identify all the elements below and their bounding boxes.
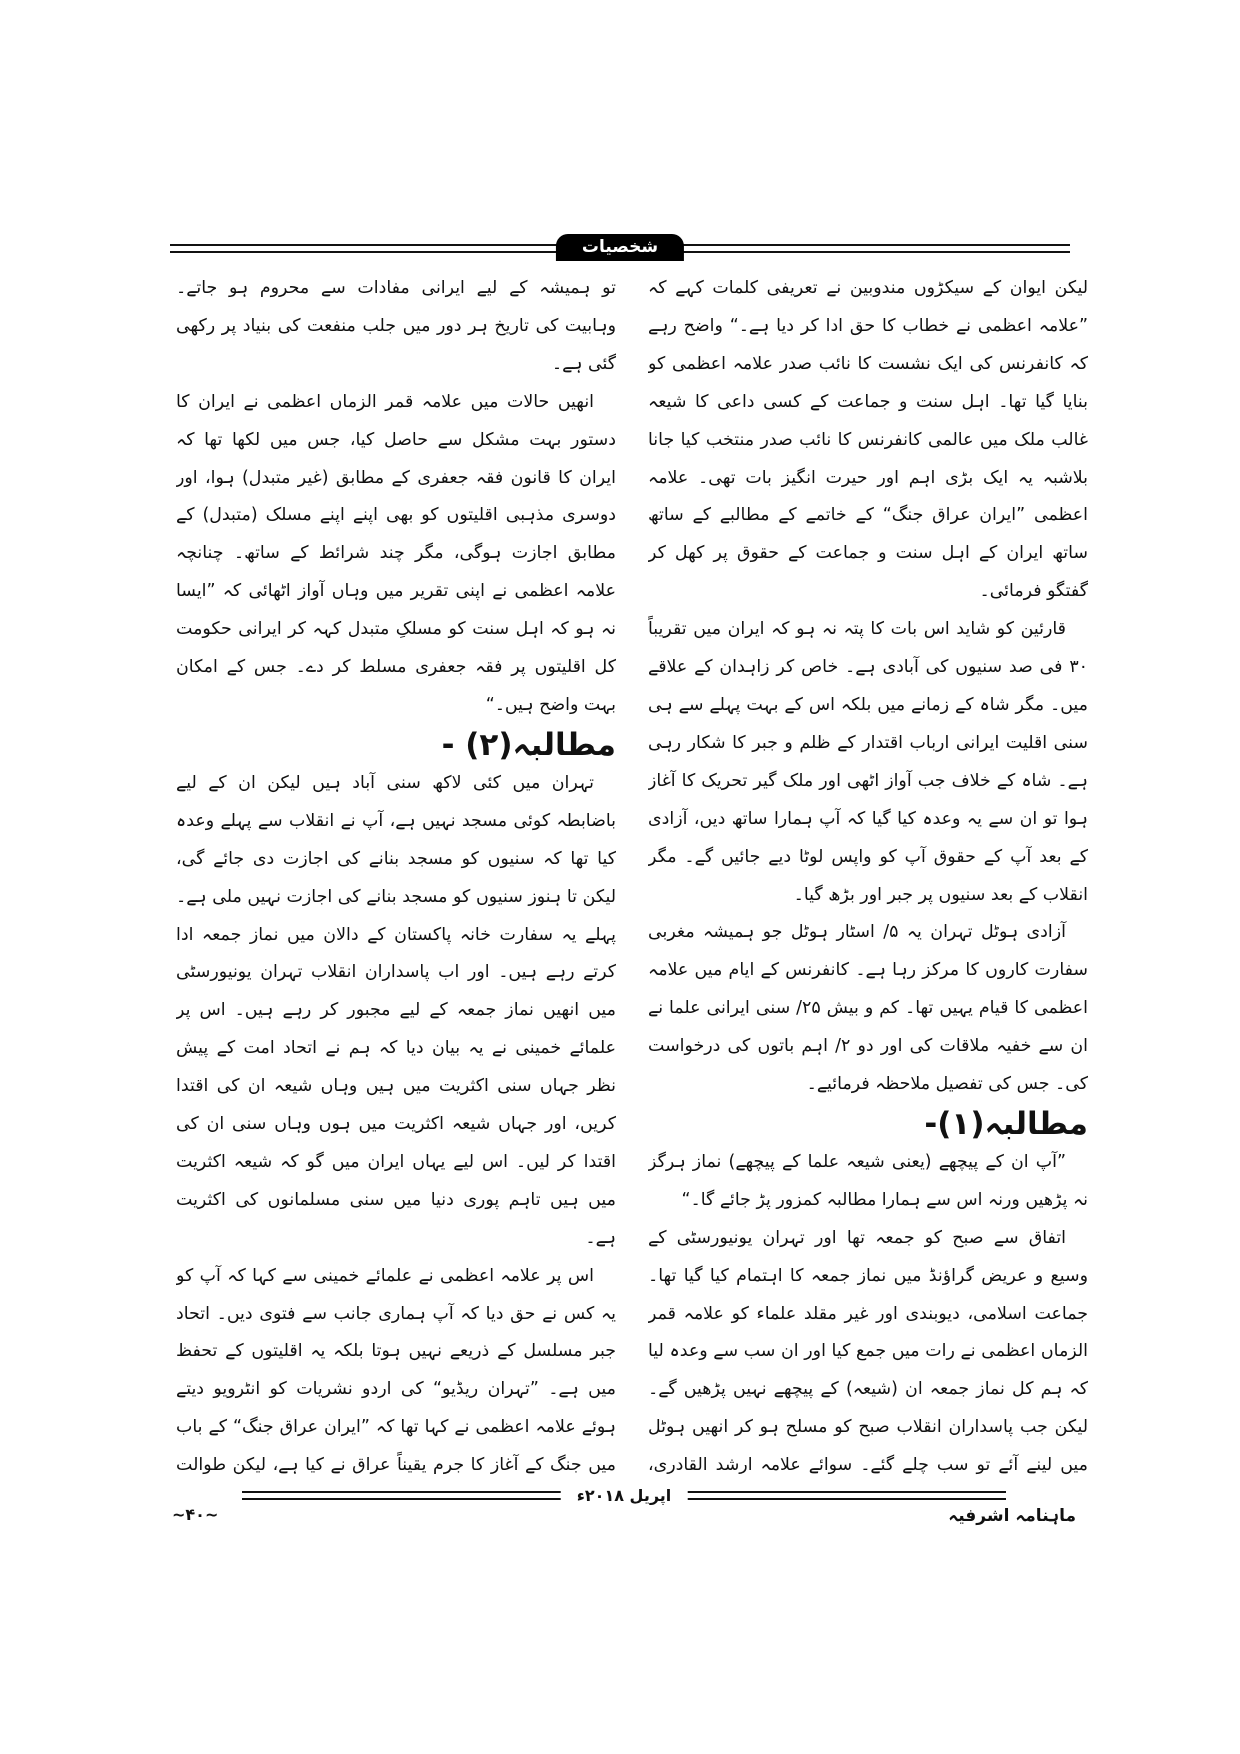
paragraph: آزادی ہوٹل تہران یہ ۵/ اسٹار ہوٹل جو ہمیشہ مغربی سفارت کاروں کا مرکز رہا ہے۔ کانفرنس کے ایام میں علامہ اعظمی کا قیام یہیں تھا۔ کم و بیش ۲۵/ سنی ایرانی علما نے ان سے خفیہ ملاقات کی اور دو ۲/ اہم باتوں کی درخواست کی۔ جس کی تفصیل ملاحظہ فرمائیے۔ bbox=[648, 922, 1088, 1095]
paragraph: ”آپ ان کے پیچھے (یعنی شیعہ علما کے پیچھے) نماز ہرگز نہ پڑھیں ورنہ اس سے ہمارا مطالبہ کمزور پڑ جائے گا۔“ bbox=[648, 1151, 1088, 1210]
page-number: ~۴۰~ bbox=[172, 1505, 219, 1524]
section-heading: مطالبہ(۲) - bbox=[441, 726, 616, 763]
paragraph: تو ہمیشہ کے لیے ایرانی مفادات سے محروم ہو جاتے۔ وہابیت کی تاریخ ہر دور میں جلب منفعت کی بنیاد پر رکھی گئی ہے۔ bbox=[176, 278, 616, 374]
section-title: شخصیات bbox=[556, 234, 684, 261]
paragraph: انھیں حالات میں علامہ قمر الزماں اعظمی نے ایران کا دستور بہت مشکل سے حاصل کیا، جس میں لکھا تھا کہ ایران کا قانون فقہ جعفری کے مطابق (غیر متبدل) ہوا، اور دوسری مذہبی اقلیتوں کو بھی اپنے اپنے مسلک (متبدل) کے مطابق اجازت ہوگی، مگر چند شرائط کے ساتھ۔ چنانچہ علامہ اعظمی نے اپنی تقریر میں وہاں آواز اٹھائی کہ ”ایسا نہ ہو کہ اہل سنت کو مسلکِ متبدل کہہ کر ایرانی حکومت کل اقلیتوں پر فقہ جعفری مسلط کر دے۔ جس کے امکان بہت واضح ہیں۔“ bbox=[176, 391, 616, 715]
section-heading: مطالبہ(۱)- bbox=[924, 1105, 1088, 1142]
page-header bbox=[170, 234, 1070, 264]
magazine-name: ماہنامہ اشرفیہ bbox=[948, 1506, 1076, 1526]
page-footer bbox=[172, 1487, 1076, 1537]
left-column bbox=[176, 270, 616, 1480]
paragraph: لیکن ایوان کے سیکڑوں مندوبین نے تعریفی کلمات کہے کہ ”علامہ اعظمی نے خطاب کا حق ادا کر دیا ہے۔“ واضح رہے کہ کانفرنس کی ایک نشست کا نائب صدر علامہ اعظمی کو بنایا گیا تھا۔ اہل سنت و جماعت کے کسی داعی کا شیعہ غالب ملک میں عالمی کانفرنس کا نائب صدر منتخب کیا جانا بلاشبہ یہ ایک بڑی اہم اور حیرت انگیز بات تھی۔ علامہ اعظمی ”ایران عراق جنگ“ کے خاتمے کے مطالبے کے ساتھ ساتھ ایران کے اہل سنت و جماعت کے حقوق پر کھل کر گفتگو فرمائی۔ bbox=[648, 278, 1088, 602]
paragraph: قارئین کو شاید اس بات کا پتہ نہ ہو کہ ایران میں تقریباً ۳۰ فی صد سنیوں کی آبادی ہے۔ خاص کر زاہدان کے علاقے میں۔ مگر شاہ کے زمانے میں بلکہ اس کے بہت پہلے سے ہی سنی اقلیت ایرانی ارباب اقتدار کے ظلم و جبر کا شکار رہی ہے۔ شاہ کے خلاف جب آواز اٹھی اور ملک گیر تحریک کا آغاز ہوا تو ان سے یہ وعدہ کیا گیا کہ آپ ہمارا ساتھ دیں، آزادی کے بعد آپ کے حقوق آپ کو واپس لوٹا دیے جائیں گے۔ مگر انقلاب کے بعد سنیوں پر جبر اور بڑھ گیا۔ bbox=[648, 619, 1088, 905]
paragraph: اس پر علامہ اعظمی نے علمائے خمینی سے کہا کہ آپ کو یہ کس نے حق دیا کہ آپ ہماری جانب سے فتوی دیں۔ اتحاد جبر مسلسل کے ذریعے نہیں ہوتا بلکہ یہ اقلیتوں کے تحفظ میں ہے۔ ”تہران ریڈیو“ کی اردو نشریات کو انٹرویو دیتے ہوئے علامہ اعظمی نے کہا تھا کہ ”ایران عراق جنگ“ کے باب میں جنگ کے آغاز کا جرم یقیناً عراق نے کیا ہے، لیکن طوالت bbox=[176, 1265, 616, 1476]
paragraph: تہران میں کئی لاکھ سنی آباد ہیں لیکن ان کے لیے باضابطہ کوئی مسجد نہیں ہے، آپ نے انقلاب سے پہلے وعدہ کیا تھا کہ سنیوں کو مسجد بنانے کی اجازت دی جائے گی، لیکن تا ہنوز سنیوں کو مسجد بنانے کی اجازت نہیں ملی ہے۔ پہلے یہ سفارت خانہ پاکستان کے دالان میں نماز جمعہ ادا کرتے رہے ہیں۔ اور اب پاسداران انقلاب تہران یونیورسٹی میں انھیں نماز جمعہ کے لیے مجبور کر رہے ہیں۔ اس پر علمائے خمینی نے یہ بیان دیا کہ ہم نے اتحاد امت کے پیش نظر جہاں سنی اکثریت میں ہیں وہاں شیعہ ان کی اقتدا کریں، اور جہاں شیعہ اکثریت میں ہوں وہاں سنی ان کی اقتدا کر لیں۔ اس لیے یہاں ایران میں گو کہ شیعہ اکثریت میں ہیں تاہم پوری دنیا میں سنی مسلمانوں کی اکثریت ہے۔ bbox=[176, 772, 616, 1248]
paragraph: اتفاق سے صبح کو جمعہ تھا اور تہران یونیورسٹی کے وسیع و عریض گراؤنڈ میں نماز جمعہ کا اہتمام کیا گیا تھا۔ جماعت اسلامی، دیوبندی اور غیر مقلد علماء کو علامہ قمر الزماں اعظمی نے رات میں جمع کیا اور ان سب سے وعدہ لیا کہ ہم کل نماز جمعہ ان (شیعہ) کے پیچھے نہیں پڑھیں گے۔ لیکن جب پاسداران انقلاب صبح کو مسلح ہو کر انھیں ہوٹل میں لینے آئے تو سب چلے گئے۔ سوائے علامہ ارشد القادری، bbox=[648, 1227, 1088, 1476]
issue-date: اپریل ۲۰۱۸ء bbox=[561, 1486, 688, 1505]
right-column bbox=[648, 270, 1088, 1480]
